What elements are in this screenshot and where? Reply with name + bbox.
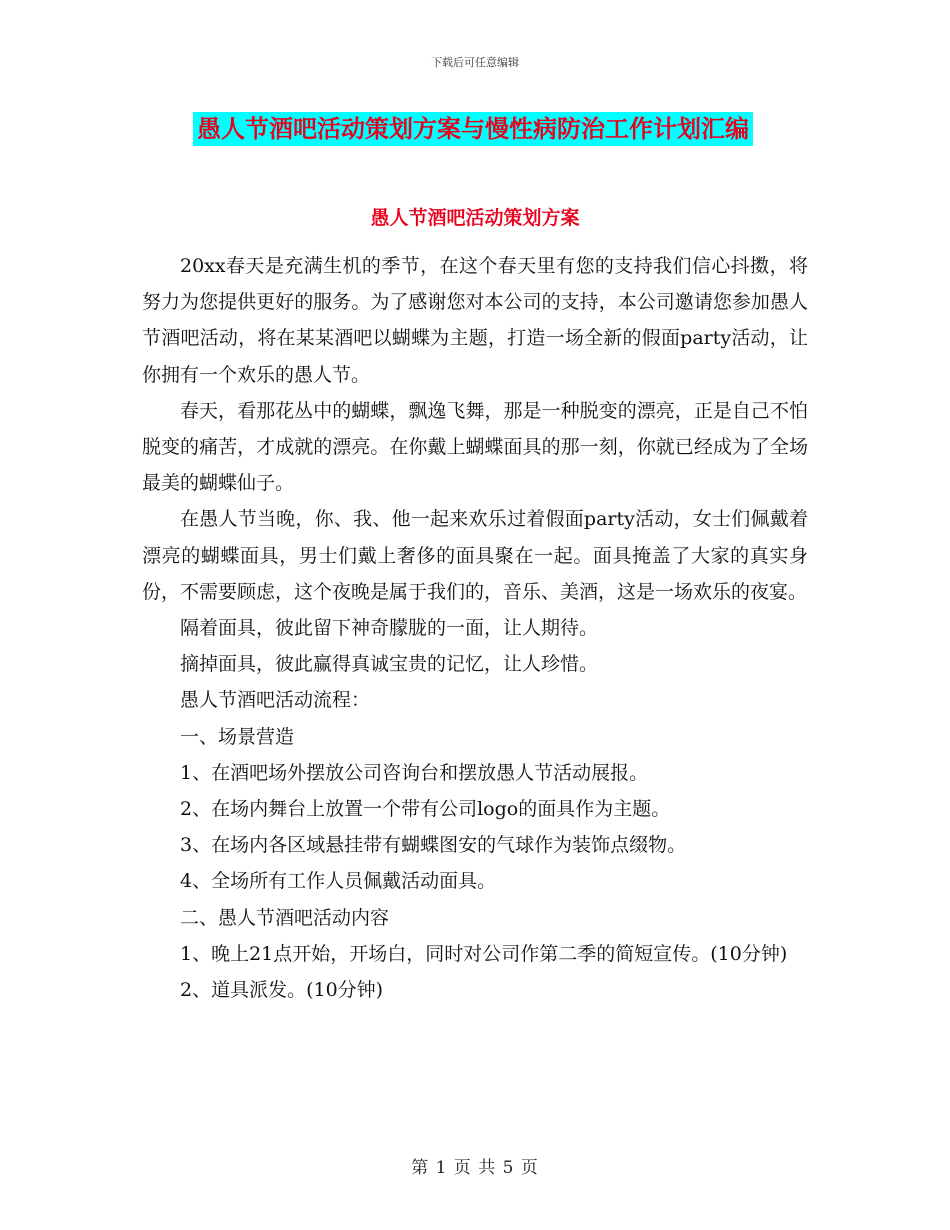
list-item-opening: 1、晚上21点开始，开场白，同时对公司作第二季的简短宣传。(10分钟): [180, 942, 788, 965]
section-title: 愚人节酒吧活动策划方案: [370, 207, 580, 229]
list-item: 2、在场内舞台上放置一个带有公司logo的面具作为主题。: [180, 798, 671, 821]
line-section-one: 一、场景营造: [180, 725, 295, 748]
line-mask-off: 摘掉面具，彼此赢得真诚宝贵的记忆，让人珍惜。: [180, 653, 599, 676]
list-item: 3、在场内各区域悬挂带有蝴蝶图安的气球作为装饰点缀物。: [180, 834, 687, 857]
list-item-props: 2、道具派发。(10分钟): [180, 979, 384, 1002]
paragraph-intro: 20xx春天是充满生机的季节，在这个春天里有您的支持我们信心抖擞，将努力为您提供更好的服务。为了感谢您对本公司的支持，本公司邀请您参加愚人节酒吧活动，将在某某酒吧以蝴蝶为主题，打造一场全新的假面party活动，让你拥有一个欢乐的愚人节。: [142, 255, 808, 386]
document-title: 愚人节酒吧活动策划方案与慢性病防治工作计划汇编: [193, 112, 753, 146]
line-mask-on: 隔着面具，彼此留下神奇朦胧的一面，让人期待。: [180, 617, 599, 640]
paragraph-party: 在愚人节当晚，你、我、他一起来欢乐过着假面party活动，女士们佩戴着漂亮的蝴蝶面具，男士们戴上奢侈的面具聚在一起。面具掩盖了大家的真实身份，不需要顾虑，这个夜晚是属于我们的，音乐、美酒，这是一场欢乐的夜宴。: [142, 508, 808, 603]
list-item: 1、在酒吧场外摆放公司咨询台和摆放愚人节活动展报。: [180, 761, 649, 784]
line-section-two: 二、愚人节酒吧活动内容: [180, 906, 390, 929]
paragraph-butterfly: 春天，看那花丛中的蝴蝶，飘逸飞舞，那是一种脱变的漂亮，正是自己不怕脱变的痛苦，才成就的漂亮。在你戴上蝴蝶面具的那一刻，你就已经成为了全场最美的蝴蝶仙子。: [142, 399, 808, 495]
page-number: 第 1 页 共 5 页: [411, 1158, 539, 1178]
document-body: [142, 248, 808, 1008]
line-process-heading: 愚人节酒吧活动流程：: [180, 689, 371, 712]
list-item: 4、全场所有工作人员佩戴活动面具。: [180, 870, 497, 893]
header-note: 下载后可任意编辑: [431, 56, 519, 69]
